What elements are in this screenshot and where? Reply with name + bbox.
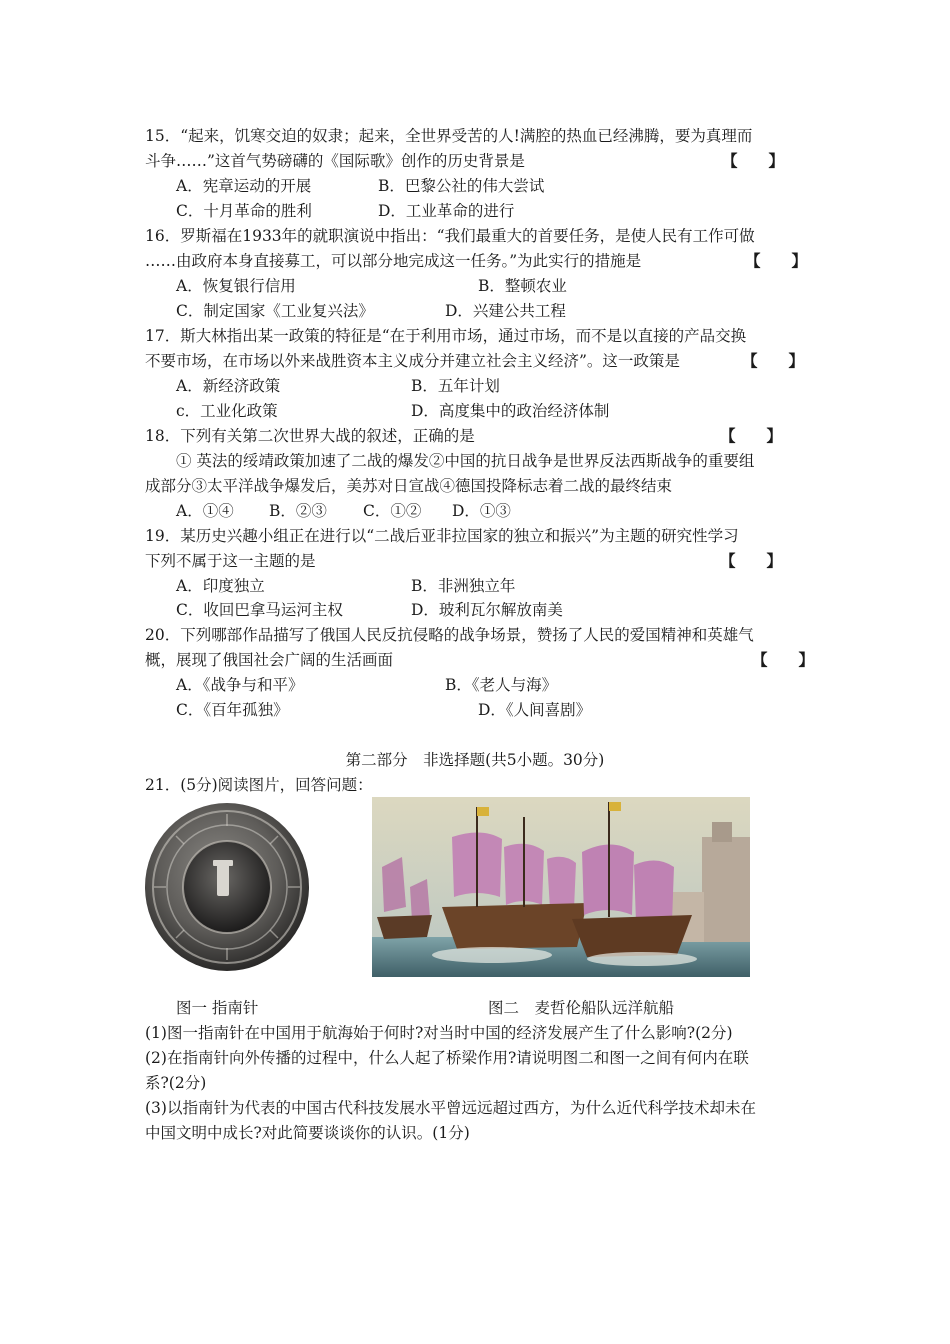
q15-option-d: D．工业革命的进行 [378,202,515,220]
q20-option-a: A．《战争与和平》 [176,676,304,694]
q18-option-b: B．②③ [269,502,327,520]
q17-line-2: 不要市场，在市场以外来战胜资本主义成分并建立社会主义经济”。这一政策是 [145,352,680,370]
q17-option-c: c．工业化政策 [176,402,278,420]
q19-line-1: 19．某历史兴趣小组正在进行以“二战后亚非拉国家的独立和振兴”为主题的研究性学习 [145,527,739,545]
q21-subquestion-3-line-2: 中国文明中成长?对此简要谈谈你的认识。(1分) [145,1124,470,1142]
q15-line-1: 15．“起来，饥寒交迫的奴隶；起来，全世界受苦的人!满腔的热血已经沸腾，要为真理而 [145,127,753,145]
q20-line-2: 概，展现了俄国社会广阔的生活画面 [145,651,394,669]
q19-answer-bracket: 【 】 [720,551,783,570]
q16-line-2: ……由政府本身直接募工，可以部分地完成这一任务。”为此实行的措施是 [145,252,642,270]
q21-subquestion-1: (1)图一指南针在中国用于航海始于何时?对当时中国的经济发展产生了什么影响?(2分) [145,1024,733,1042]
q21-subquestion-3-line-1: (3)以指南针为代表的中国古代科技发展水平曾远远超过西方，为什么近代科学技术却未在 [145,1099,756,1117]
q15-option-a: A．宪章运动的开展 [176,177,312,195]
q16-answer-bracket: 【 】 [745,251,808,270]
q20-answer-bracket: 【 】 [752,650,815,669]
q18-option-a: A．①④ [176,502,234,520]
q18-statement-line-2: 成部分③太平洋战争爆发后，美苏对日宣战④德国投降标志着二战的最终结束 [145,477,673,495]
q17-option-a: A．新经济政策 [176,377,281,395]
q20-option-d: D．《人间喜剧》 [478,701,592,719]
q15-line-2: 斗争……”这首气势磅礴的《国际歌》创作的历史背景是 [145,152,525,170]
figure2-caption: 图二 麦哲伦船队远洋航船 [488,999,675,1017]
q16-option-b: B．整顿农业 [478,277,567,295]
section-title: 第二部分 非选择题(共5小题。30分) [345,751,605,769]
q18-line-1: 18．下列有关第二次世界大战的叙述，正确的是 [145,427,475,445]
q18-option-c: C．①② [363,502,422,520]
q15-option-c: C．十月革命的胜利 [176,202,312,220]
q18-option-d: D．①③ [452,502,511,520]
q20-line-1: 20．下列哪部作品描写了俄国人民反抗侵略的战争场景，赞扬了人民的爱国精神和英雄气 [145,626,754,644]
q21-subquestion-2-line-2: 系?(2分) [145,1074,207,1092]
q19-option-d: D．玻利瓦尔解放南美 [411,601,563,619]
q20-option-c: C．《百年孤独》 [176,701,289,719]
q21-stem: 21．(5分)阅读图片，回答问题： [145,776,373,794]
q16-option-d: D．兴建公共工程 [445,302,566,320]
q17-line-1: 17．斯大林指出某一政策的特征是“在于利用市场，通过市场，而不是以直接的产品交换 [145,327,747,345]
q17-option-b: B．五年计划 [411,377,500,395]
figure1-caption: 图一 指南针 [176,999,259,1017]
q19-option-a: A．印度独立 [176,577,265,595]
q17-answer-bracket: 【 】 [742,351,805,370]
q15-option-b: B．巴黎公社的伟大尝试 [378,177,545,195]
q16-line-1: 16．罗斯福在1933年的就职演说中指出：“我们最重大的首要任务，是使人民有工作可做 [145,227,755,245]
q17-option-d: D．高度集中的政治经济体制 [411,402,610,420]
q15-answer-bracket: 【 】 [722,151,785,170]
q16-option-a: A．恢复银行信用 [176,277,296,295]
q18-answer-bracket: 【 】 [720,426,783,445]
q20-option-b: B．《老人与海》 [445,676,558,694]
compass-figure [143,800,311,972]
q19-option-b: B．非洲独立年 [411,577,516,595]
q19-option-c: C．收回巴拿马运河主权 [176,601,343,619]
q18-statement-line-1: ① 英法的绥靖政策加速了二战的爆发②中国的抗日战争是世界反法西斯战争的重要组 [176,452,755,470]
q16-option-c: C．制定国家《工业复兴法》 [176,302,374,320]
q21-subquestion-2-line-1: (2)在指南针向外传播的过程中，什么人起了桥梁作用?请说明图二和图一之间有何内在联 [145,1049,749,1067]
ships-painting [372,797,750,977]
q19-line-2: 下列不属于这一主题的是 [145,552,316,570]
